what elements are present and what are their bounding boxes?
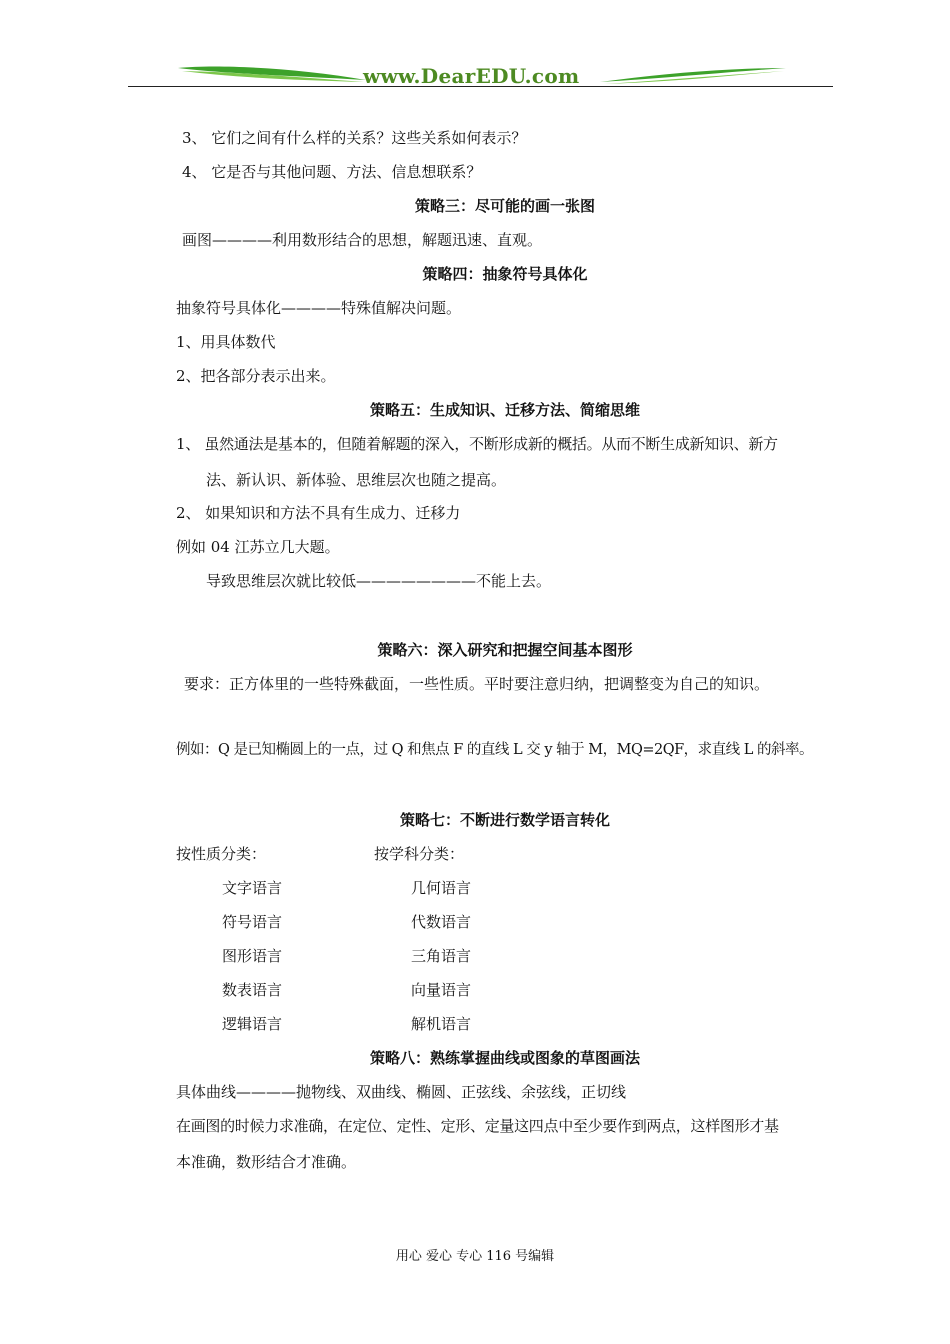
text-line: 具体曲线————抛物线、双曲线、椭圆、正弦线、余弦线，正切线 — [176, 1083, 627, 1101]
column-title-right: 按学科分类： — [374, 845, 465, 863]
text-line: 要求：正方体里的一些特殊截面，一些性质。平时要注意归纳，把调整变为自己的知识。 — [184, 675, 770, 693]
text-line: 4、 它是否与其他问题、方法、信息想联系？ — [182, 163, 482, 181]
list-item: 三角语言 — [411, 947, 472, 965]
text-line: 本准确，数形结合才准确。 — [176, 1153, 357, 1171]
text-line: 3、 它们之间有什么样的关系？这些关系如何表示？ — [182, 129, 527, 147]
text-line: 画图————利用数形结合的思想，解题迅速、直观。 — [182, 231, 543, 249]
text-line: 1、用具体数代 — [176, 333, 276, 351]
text-line: 2、把各部分表示出来。 — [176, 367, 336, 385]
text-line: 在画图的时候力求准确，在定位、定性、定形、定量这四点中至少要作到两点，这样图形才基 — [176, 1117, 779, 1135]
section-heading: 策略七：不断进行数学语言转化 — [399, 811, 610, 829]
header-swoosh-left-icon — [178, 62, 368, 88]
list-item: 几何语言 — [411, 879, 472, 897]
list-item: 数表语言 — [222, 981, 283, 999]
text-line: 抽象符号具体化————特殊值解决问题。 — [176, 299, 462, 317]
text-line: 1、 虽然通法是基本的，但随着解题的深入，不断形成新的概括。从而不断生成新知识、新方 — [176, 435, 778, 453]
text-line: 法、新认识、新体验、思维层次也随之提高。 — [206, 471, 507, 489]
section-heading: 策略五：生成知识、迁移方法、简缩思维 — [369, 401, 640, 419]
list-item: 代数语言 — [411, 913, 472, 931]
site-logo: www.DearEDU.com — [363, 64, 580, 88]
section-heading: 策略八：熟练掌握曲线或图象的草图画法 — [369, 1049, 640, 1067]
text-line: 2、 如果知识和方法不具有生成力、迁移力 — [176, 504, 461, 522]
list-item: 文字语言 — [222, 879, 283, 897]
column-title-left: 按性质分类： — [176, 845, 267, 863]
section-heading: 策略四：抽象符号具体化 — [422, 265, 588, 283]
list-item: 图形语言 — [222, 947, 283, 965]
header-divider — [128, 86, 833, 87]
text-line: 导致思维层次就比较低————————不能上去。 — [206, 572, 552, 590]
text-line: 例如 04 江苏立几大题。 — [176, 538, 340, 556]
list-item: 向量语言 — [411, 981, 472, 999]
header-swoosh-right-icon — [598, 64, 788, 86]
text-line: 例如：Q 是已知椭圆上的一点，过 Q 和焦点 F 的直线 L 交 y 轴于 M，MQ=2QF，求直线 L 的斜率。 — [176, 742, 813, 758]
page-footer: 用心 爱心 专心 116 号编辑 — [395, 1249, 555, 1264]
section-heading: 策略三：尽可能的画一张图 — [414, 197, 595, 215]
section-heading: 策略六：深入研究和把握空间基本图形 — [377, 641, 633, 659]
list-item: 符号语言 — [222, 913, 283, 931]
list-item: 解机语言 — [411, 1015, 472, 1033]
list-item: 逻辑语言 — [222, 1015, 283, 1033]
